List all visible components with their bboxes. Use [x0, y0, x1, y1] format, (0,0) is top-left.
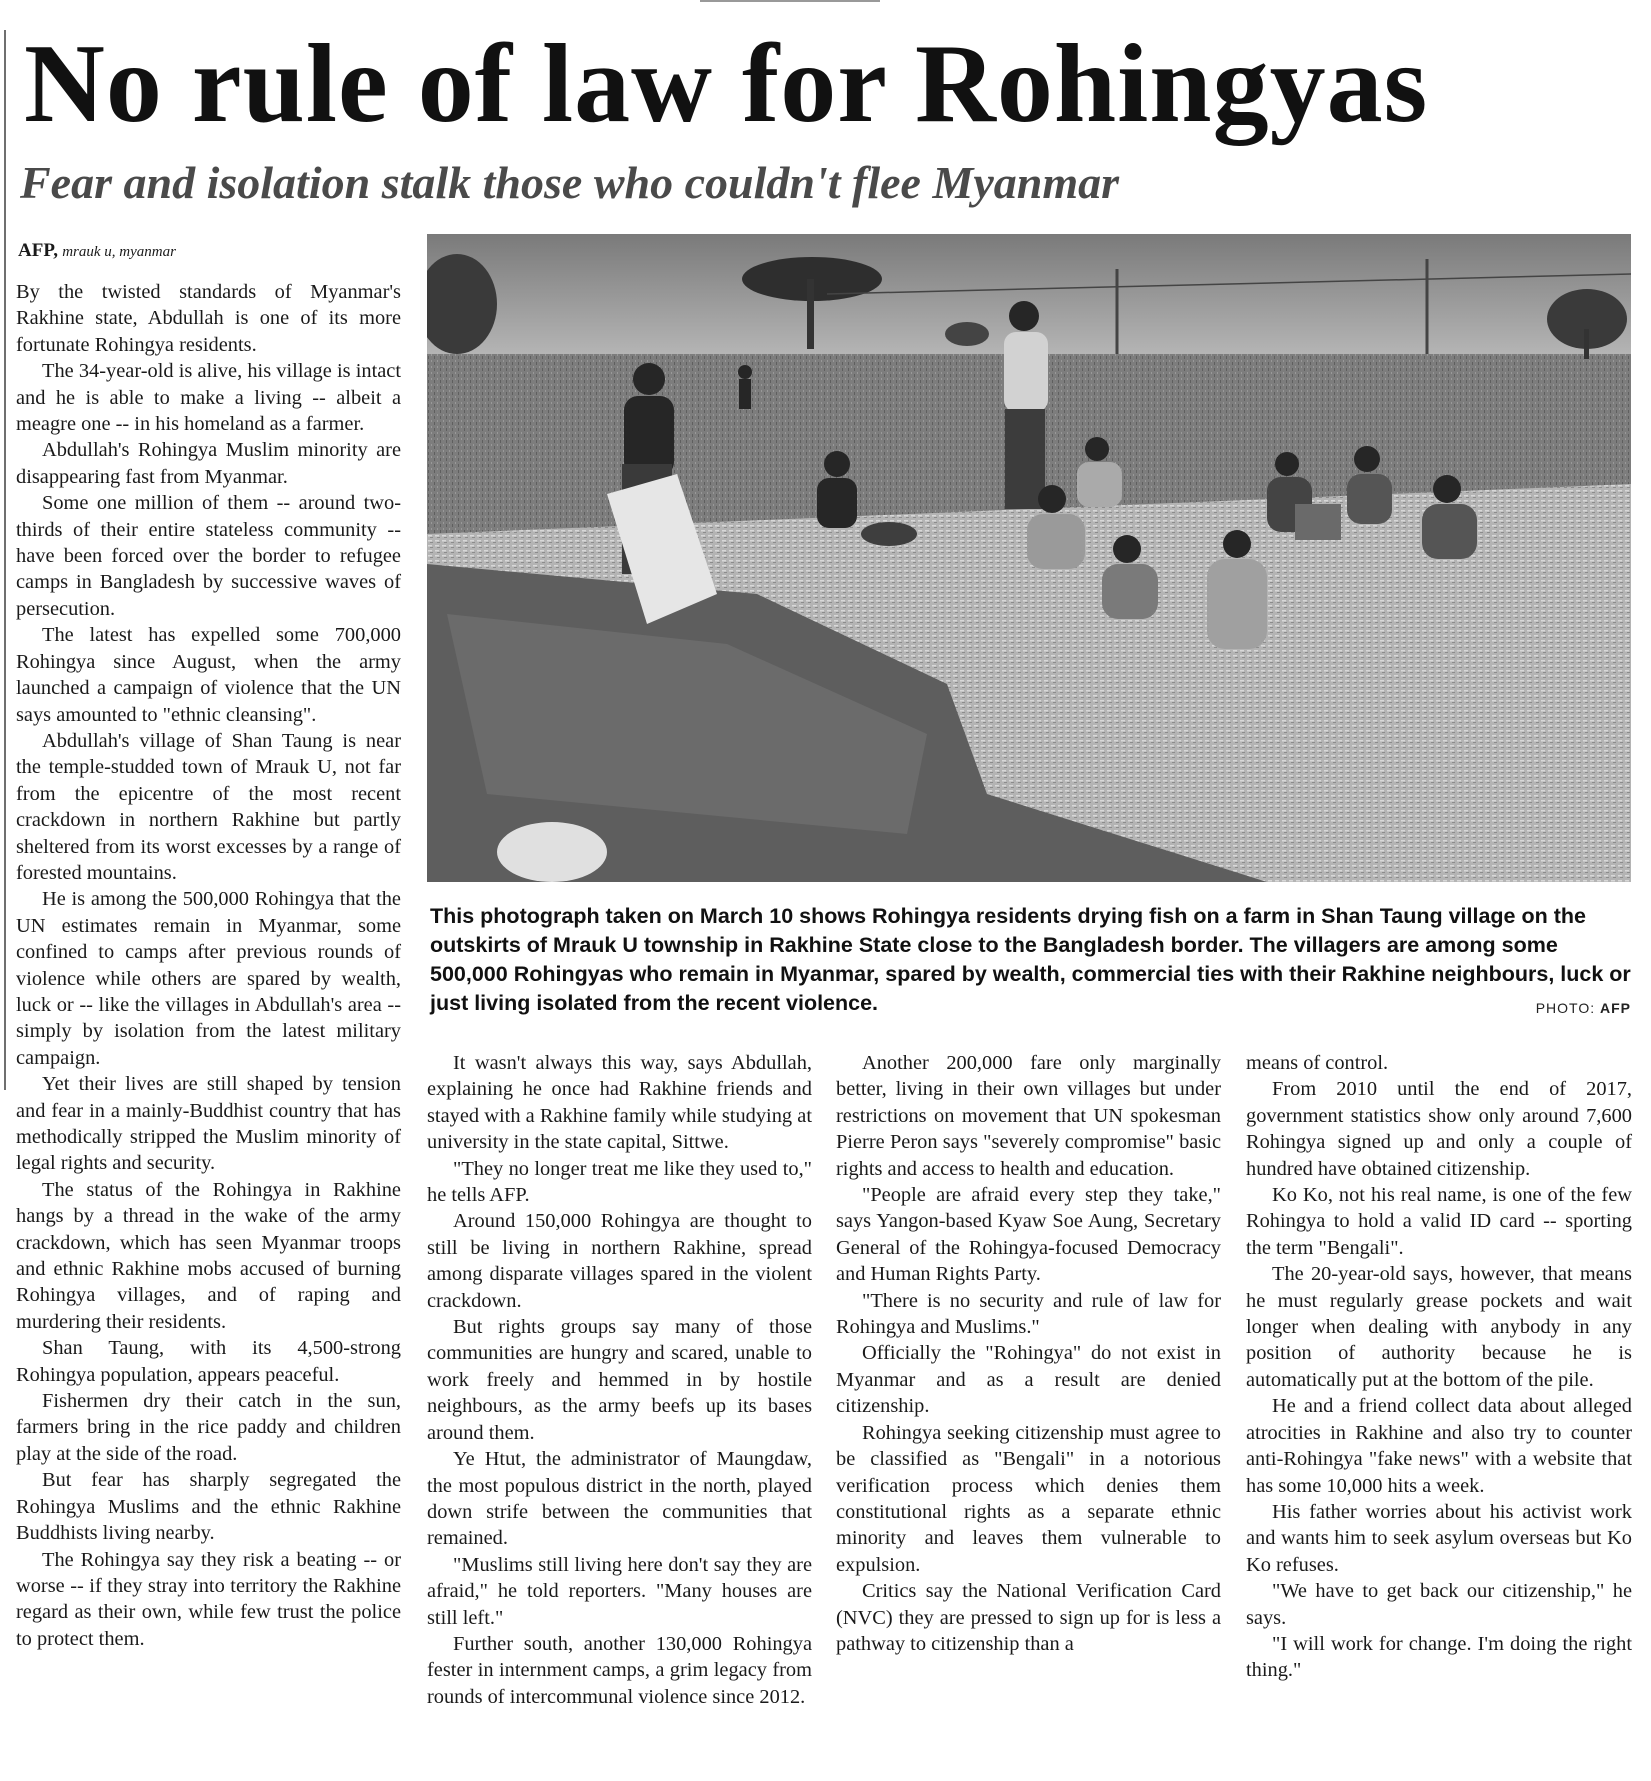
paragraph: The status of the Rohingya in Rakhine hangs by a thread in the wake of the army crackdown, which has seen Myanmar troops and ethnic Rakhine mobs accused of burning Rohingya villages, and of raping and murdering their residents.: [16, 1178, 401, 1333]
article-column-2: [427, 1050, 812, 1710]
photo-farm-field-icon: [427, 234, 1631, 882]
paragraph: "We have to get back our citizenship," he says.: [1246, 1580, 1632, 1629]
paragraph: "Muslims still living here don't say they are afraid," he told reporters. "Many houses are still left.": [427, 1553, 812, 1629]
paragraph: Ye Htut, the administrator of Maungdaw, the most populous district in the north, played down strife between the communities that remained.: [427, 1448, 812, 1550]
paragraph: Around 150,000 Rohingya are thought to still be living in northern Rakhine, spread among disparate villages spared in the violent crackdown.: [427, 1210, 812, 1312]
paragraph: The 34-year-old is alive, his village is intact and he is able to make a living -- albeit a meagre one -- in his homeland as a farmer.: [16, 360, 401, 436]
paragraph: He is among the 500,000 Rohingya that the UN estimates remain in Myanmar, some confined to camps after previous rounds of violence while others are spared by wealth, luck or -- like the villages in Abdullah's area -- simply by isolation from the latest military campaign.: [16, 888, 401, 1069]
top-rule: [700, 0, 880, 2]
paragraph: Officially the "Rohingya" do not exist in Myanmar and as a result are denied citizenship.: [836, 1342, 1221, 1418]
paragraph: But rights groups say many of those communities are hungry and scared, unable to work freely and hemmed in by hostile neighbours, as the army beefs up its bases around them.: [427, 1316, 812, 1444]
paragraph: By the twisted standards of Myanmar's Rakhine state, Abdullah is one of its more fortunate Rohingya residents.: [16, 281, 401, 356]
article-column-3: [836, 1050, 1221, 1657]
subheadline: Fear and isolation stalk those who couldn't flee Myanmar: [20, 157, 1120, 208]
paragraph: Fishermen dry their catch in the sun, farmers bring in the rice paddy and children play at the side of the road.: [16, 1390, 401, 1465]
headline: No rule of law for Rohingyas: [24, 22, 1429, 146]
byline-dateline: mrauk u, myanmar: [62, 244, 176, 260]
paragraph: It wasn't always this way, says Abdullah, explaining he once had Rakhine friends and stayed with a Rakhine family while studying at university in the state capital, Sittwe.: [427, 1052, 812, 1154]
paragraph: Shan Taung, with its 4,500-strong Rohingya population, appears peaceful.: [16, 1337, 401, 1386]
article-column-1: [16, 279, 401, 1652]
paragraph: He and a friend collect data about alleged atrocities in Rakhine and also try to counter anti-Rohingya "fake news" with a website that has some 10,000 hits a week.: [1246, 1395, 1632, 1497]
byline: [18, 240, 176, 263]
paragraph: Abdullah's village of Shan Taung is near the temple-studded town of Mrauk U, not far from the epicentre of the most recent crackdown in northern Rakhine but partly sheltered from its worst excesses by a range of forested mountains.: [16, 729, 401, 884]
paragraph: "They no longer treat me like they used to," he tells AFP.: [427, 1157, 812, 1207]
paragraph: Critics say the National Verification Card (NVC) they are pressed to sign up for is less a pathway to citizenship than a: [836, 1580, 1221, 1655]
paragraph: The latest has expelled some 700,000 Rohingya since August, when the army launched a campaign of violence that the UN says amounted to "ethnic cleansing".: [16, 624, 401, 726]
paragraph: Another 200,000 fare only marginally better, living in their own villages but under restrictions on movement that UN spokesman Pierre Peron says "severely compromise" basic rights and access to health and education.: [836, 1052, 1221, 1180]
paragraph: "People are afraid every step they take," says Yangon-based Kyaw Soe Aung, Secretary General of the Rohingya-focused Democracy and Human Rights Party.: [836, 1184, 1221, 1286]
paragraph: Further south, another 130,000 Rohingya fester in internment camps, a grim legacy from rounds of intercommunal violence since 2012.: [427, 1632, 812, 1708]
article-column-4: [1246, 1050, 1632, 1684]
photo-credit-label: PHOTO:: [1535, 1000, 1596, 1016]
photo-credit-source: AFP: [1600, 1000, 1631, 1016]
paragraph: Rohingya seeking citizenship must agree to be classified as "Bengali" in a notorious verification process which denies them constitutional rights as a separate ethnic minority and leaves them vulnerable to expulsion.: [836, 1421, 1221, 1576]
paragraph: The Rohingya say they risk a beating -- or worse -- if they stray into territory the Rakhine regard as their own, while few trust the police to protect them.: [16, 1548, 401, 1650]
paragraph: Ko Ko, not his real name, is one of the few Rohingya to hold a valid ID card -- sporting the term "Bengali".: [1246, 1184, 1632, 1259]
news-photo: [427, 234, 1631, 882]
paragraph: The 20-year-old says, however, that means he must regularly grease pockets and wait longer when dealing with anybody in any position of authority because he is automatically put at the bottom of the pile.: [1246, 1263, 1632, 1391]
paragraph: But fear has sharply segregated the Rohingya Muslims and the ethnic Rakhine Buddhists living nearby.: [16, 1469, 401, 1545]
photo-caption: This photograph taken on March 10 shows Rohingya residents drying fish on a farm in Shan Taung village on the outskirts of Mrauk U township in Rakhine State close to the Bangladesh border. The villagers are among some 500,000 Rohingyas who remain in Myanmar, spared by wealth, commercial ties with their Rakhine neighbours, luck or just living isolated from the recent violence.: [430, 904, 1631, 1015]
byline-agency: AFP,: [18, 240, 58, 261]
paragraph: means of control.: [1246, 1052, 1389, 1074]
left-margin-rule: [4, 30, 6, 1090]
paragraph: Yet their lives are still shaped by tension and fear in a mainly-Buddhist country that has methodically stripped the Muslim minority of legal rights and security.: [16, 1073, 401, 1175]
photo-credit: [1536, 1000, 1631, 1016]
paragraph: His father worries about his activist work and wants him to seek asylum overseas but Ko Ko refuses.: [1246, 1500, 1632, 1576]
paragraph: "There is no security and rule of law for Rohingya and Muslims.": [836, 1289, 1221, 1339]
paragraph: From 2010 until the end of 2017, government statistics show only around 7,600 Rohingya signed up and only a couple of hundred have obtained citizenship.: [1246, 1078, 1632, 1180]
paragraph: Some one million of them -- around two-thirds of their entire stateless community -- have been forced over the border to refugee camps in Bangladesh by successive waves of persecution.: [16, 492, 401, 620]
paragraph: "I will work for change. I'm doing the right thing.": [1246, 1632, 1632, 1682]
paragraph: Abdullah's Rohingya Muslim minority are disappearing fast from Myanmar.: [16, 439, 401, 488]
